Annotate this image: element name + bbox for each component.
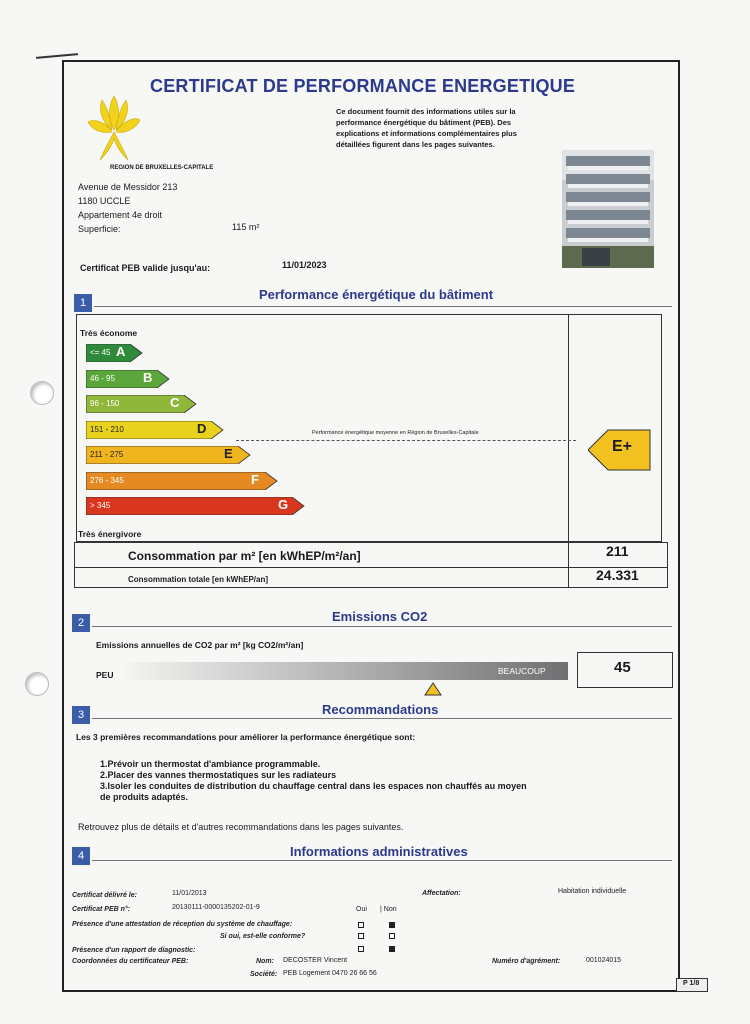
co2-high-label: BEAUCOUP: [498, 666, 546, 676]
section-1-rule: [94, 306, 672, 307]
area-value: 115 m²: [232, 222, 260, 232]
section-4-number: 4: [72, 847, 90, 865]
punch-hole-bottom: [25, 672, 49, 696]
recommendations-list: [100, 759, 527, 803]
building-photo: [562, 150, 654, 268]
intro-text: Ce document fournit des informations utiles sur la performance énergétique du bâtiment (PEB). Des explications et informations complémentaires plus détaillées figurent dans les pages suivantes.: [336, 107, 517, 149]
address-unit: Appartement 4e droit: [78, 210, 163, 220]
energy-class-letter: G: [278, 497, 289, 512]
energy-class-letter: A: [116, 344, 126, 359]
attestation-sub-label: Si oui, est-elle conforme?: [220, 933, 306, 940]
average-label: Performance énergétique moyenne en Région de Bruxelles-Capitale: [312, 430, 479, 436]
oui-header: Oui: [356, 906, 367, 913]
energy-class-letter: F: [251, 471, 259, 487]
certifier-name-label: Nom:: [256, 958, 274, 965]
energy-class-letter: C: [170, 395, 180, 410]
coordinates-label: Coordonnées du certificateur PEB:: [72, 958, 189, 965]
energy-class-range: > 345: [90, 501, 111, 510]
page-number: P 1/8: [683, 980, 700, 987]
energy-class-d: [86, 421, 225, 439]
affectation-value: Habitation individuelle: [558, 888, 627, 895]
recommendation-item: 2.Placer des vannes thermostatiques sur les radiateurs: [100, 770, 337, 780]
recommendations-footer: Retrouvez plus de détails et d'autres recommandations dans les pages suivantes.: [78, 822, 404, 832]
section-1-title: Performance énergétique du bâtiment: [259, 287, 494, 302]
punch-hole-top: [30, 381, 54, 405]
certificate-title: CERTIFICAT DE PERFORMANCE ENERGETIQUE: [150, 76, 576, 96]
energy-class-range: <= 45: [90, 348, 111, 357]
validity-date: 11/01/2023: [282, 260, 327, 270]
energy-class-b: [86, 370, 171, 388]
recommendation-item: 3.Isoler les conduites de distribution du chauffage central dans les espaces non chauffés au moyen: [100, 781, 527, 791]
address-street: Avenue de Messidor 213: [78, 182, 178, 192]
diagnostic-label: Présence d'un rapport de diagnostic:: [72, 947, 196, 954]
peb-number-value: 20130111-0000135202-01-9: [172, 904, 260, 911]
rating-value: E+: [612, 438, 633, 455]
energy-class-a: [86, 344, 144, 362]
conforme-non-checkbox: [389, 933, 395, 939]
energy-class-letter: E: [224, 446, 233, 461]
section-3-title: Recommandations: [322, 702, 439, 717]
recommendation-item: 1.Prévoir un thermostat d'ambiance programmable.: [100, 759, 321, 769]
non-header: | Non: [380, 906, 397, 913]
validity-label: Certificat PEB valide jusqu'au:: [80, 263, 211, 273]
company-value: PEB Logement 0470 26 66 56: [283, 970, 377, 977]
recommendation-item: de produits adaptés.: [100, 792, 189, 802]
rating-column-divider: [568, 314, 569, 542]
section-4-rule: [92, 860, 672, 861]
consumption-col-divider: [568, 542, 569, 588]
energy-class-range: 276 - 345: [90, 475, 124, 485]
scale-bottom-label: Très énergivore: [78, 529, 142, 539]
energy-class-range: 211 - 275: [90, 450, 124, 459]
co2-subtitle: Emissions annuelles de CO2 par m² [kg CO2/m²/an]: [96, 640, 304, 650]
consumption-m2-label: Consommation par m² [en kWhEP/m²/an]: [128, 549, 361, 563]
section-2-rule: [92, 626, 672, 627]
energy-class-g: [86, 497, 306, 515]
attestation-oui-checkbox: [358, 922, 364, 928]
energy-class-range: 96 - 150: [90, 399, 120, 408]
pen-mark: [36, 53, 78, 59]
average-dashed-line: [236, 440, 576, 441]
building-address: [78, 180, 177, 236]
consumption-total-label: Consommation totale [en kWhEP/an]: [128, 575, 269, 584]
recommendations-intro: Les 3 premières recommandations pour améliorer la performance énergétique sont:: [76, 732, 416, 742]
agrement-value: 001024015: [586, 957, 622, 964]
energy-class-letter: B: [143, 369, 153, 385]
section-2-number: 2: [72, 614, 90, 632]
energy-class-range: 151 - 210: [90, 424, 124, 434]
co2-value: 45: [614, 659, 631, 676]
certifier-name-value: DECOSTER Vincent: [283, 957, 348, 964]
peb-number-label: Certificat PEB n°:: [72, 906, 131, 913]
consumption-total-value: 24.331: [596, 567, 639, 583]
conforme-oui-checkbox: [358, 933, 364, 939]
consumption-row-divider: [74, 567, 668, 568]
section-1-number: 1: [74, 294, 92, 312]
affectation-label: Affectation:: [422, 890, 461, 897]
delivered-label: Certificat délivré le:: [72, 892, 137, 899]
co2-marker: [424, 682, 442, 696]
scale-top-label: Très économe: [80, 328, 138, 338]
section-3-number: 3: [72, 706, 90, 724]
delivered-value: 11/01/2013: [172, 890, 207, 897]
attestation-label: Présence d'une attestation de réception du système de chauffage:: [72, 921, 293, 928]
diagnostic-oui-checkbox: [358, 946, 364, 952]
energy-class-c: [86, 395, 198, 413]
region-label: REGION DE BRUXELLES-CAPITALE: [110, 165, 214, 171]
section-3-rule: [92, 718, 672, 719]
company-label: Société:: [250, 971, 278, 978]
consumption-m2-value: 211: [606, 543, 629, 559]
agrement-label: Numéro d'agrément:: [492, 958, 561, 965]
energy-class-e: [86, 446, 252, 464]
section-4-title: Informations administratives: [290, 844, 468, 859]
attestation-non-checkbox: [389, 922, 395, 928]
section-2-title: Emissions CO2: [332, 609, 428, 624]
energy-class-range: 46 - 95: [90, 373, 115, 383]
area-label: Superficie:: [78, 224, 121, 234]
diagnostic-non-checkbox: [389, 946, 395, 952]
address-city: 1180 UCCLE: [78, 196, 131, 206]
energy-class-f: [86, 472, 279, 490]
co2-low-label: PEU: [96, 670, 114, 680]
energy-class-letter: D: [197, 420, 207, 436]
iris-logo: [84, 88, 144, 168]
